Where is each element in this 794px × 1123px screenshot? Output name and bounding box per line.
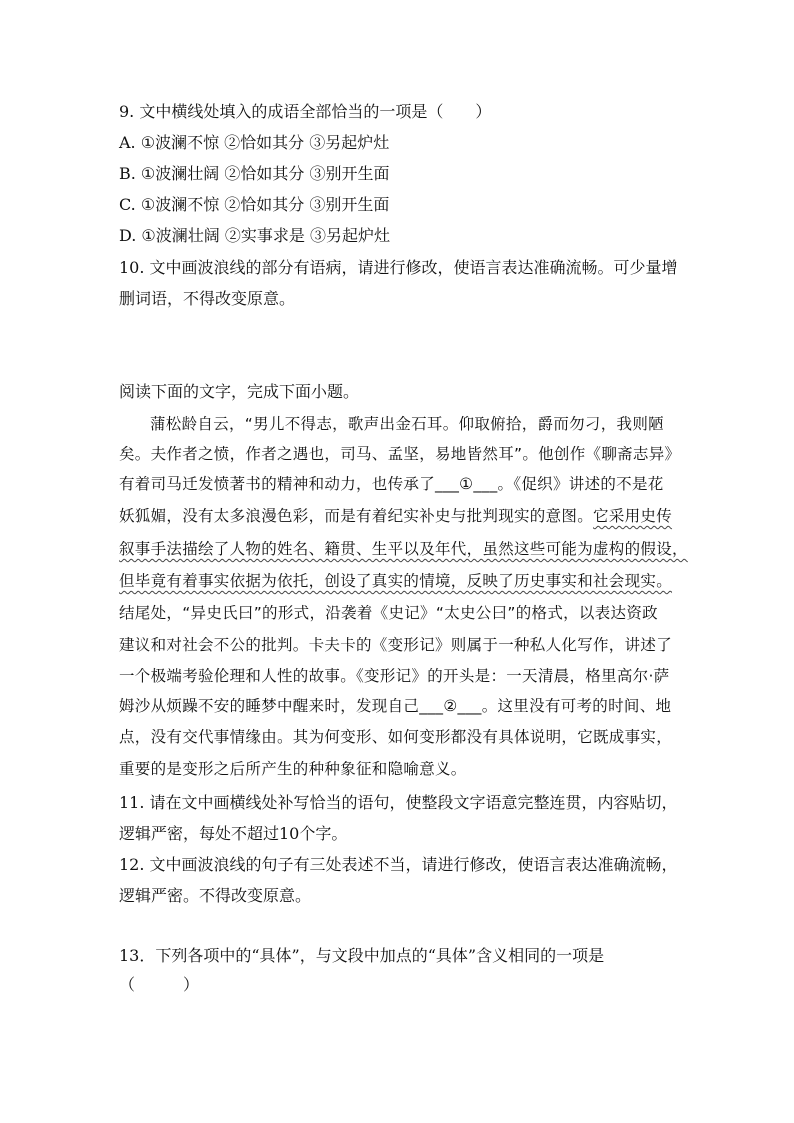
passage-line: 有着司马迁发愤著书的精神和动力，也传承了___①___。《促织》讲述的不是花 [119, 475, 664, 493]
q10-line-1: 10. 文中画波浪线的部分有语病，请进行修改，使语言表达准确流畅。可少量增 [119, 258, 678, 277]
wavy-underlined-text: 但毕竟有着事实依据为依托，创设了真实的情境，反映了历史事实和社会现实。 [119, 572, 673, 590]
q12-line-1: 12. 文中画波浪线的句子有三处表述不当，请进行修改，使语言表达准确流畅， [119, 855, 678, 874]
q9-stem: 9. 文中横线处填入的成语全部恰当的一项是（ ） [119, 102, 492, 121]
wavy-underlined-text: 叙事手法描绘了人物的姓名、籍贯、生平以及年代，虽然这些可能为虚构的假设， [119, 540, 688, 558]
passage-line: 一个极端考验伦理和人性的故事。《变形记》的开头是：一天清晨，格里高尔·萨 [119, 667, 670, 685]
passage-line: 建议和对社会不公的批判。卡夫卡的《变形记》则属于一种私人化写作，讲述了 [119, 636, 673, 654]
reading-intro: 阅读下面的文字，完成下面小题。 [119, 382, 360, 401]
answer-blank-2: ___②___ [419, 697, 482, 715]
passage-line: 矣。夫作者之愤，作者之遇也，司马、孟坚，易地皆然耳”。他创作《聊斋志异》 [119, 445, 681, 463]
passage-line [119, 539, 688, 559]
q10-line-2: 删词语，不得改变原意。 [119, 289, 296, 308]
passage-line [119, 571, 672, 591]
passage-line: 重要的是变形之后所产生的种种象征和隐喻意义。 [119, 760, 467, 778]
q13-line-2: （ ） [119, 975, 200, 994]
q9-option-b: B. ①波澜壮阔 ②恰如其分 ③别开生面 [119, 164, 390, 183]
wavy-underlined-text: 它采用史传 [593, 507, 673, 525]
q9-option-a: A. ①波澜不惊 ②恰如其分 ③另起炉灶 [119, 133, 390, 152]
q11-line-2: 逻辑严密，每处不超过10个字。 [119, 824, 348, 843]
passage-line: 点，没有交代事情缘由。其为何变形、如何变形都没有具体说明，它既成事实， [119, 728, 673, 746]
passage-line: 妖狐媚，没有太多浪漫色彩，而是有着纪实补史与批判现实的意图。它采用史传 [119, 507, 673, 525]
q13-line-1: 13．下列各项中的“具体”，与文段中加点的“具体”含义相同的一项是 [119, 946, 605, 965]
answer-blank-1: ___①___ [435, 475, 498, 493]
passage-line: 姆沙从烦躁不安的睡梦中醒来时，发现自己___②___。这里没有可考的时间、地 [119, 697, 672, 715]
passage-line: 结尾处，“异史氏曰”的形式，沿袭着《史记》“太史公曰”的格式，以表达资政 [119, 604, 658, 622]
q9-option-c: C. ①波澜不惊 ②恰如其分 ③别开生面 [119, 195, 390, 214]
q9-option-d: D. ①波澜壮阔 ②实事求是 ③另起炉灶 [119, 226, 390, 245]
passage-line: 蒲松龄自云，“男儿不得志，歌声出金石耳。仰取俯拾，爵而勿刁，我则陋 [150, 415, 664, 433]
q11-line-1: 11. 请在文中画横线处补写恰当的语句，使整段文字语意完整连贯，内容贴切， [119, 793, 678, 812]
q12-line-2: 逻辑严密。不得改变原意。 [119, 886, 312, 905]
